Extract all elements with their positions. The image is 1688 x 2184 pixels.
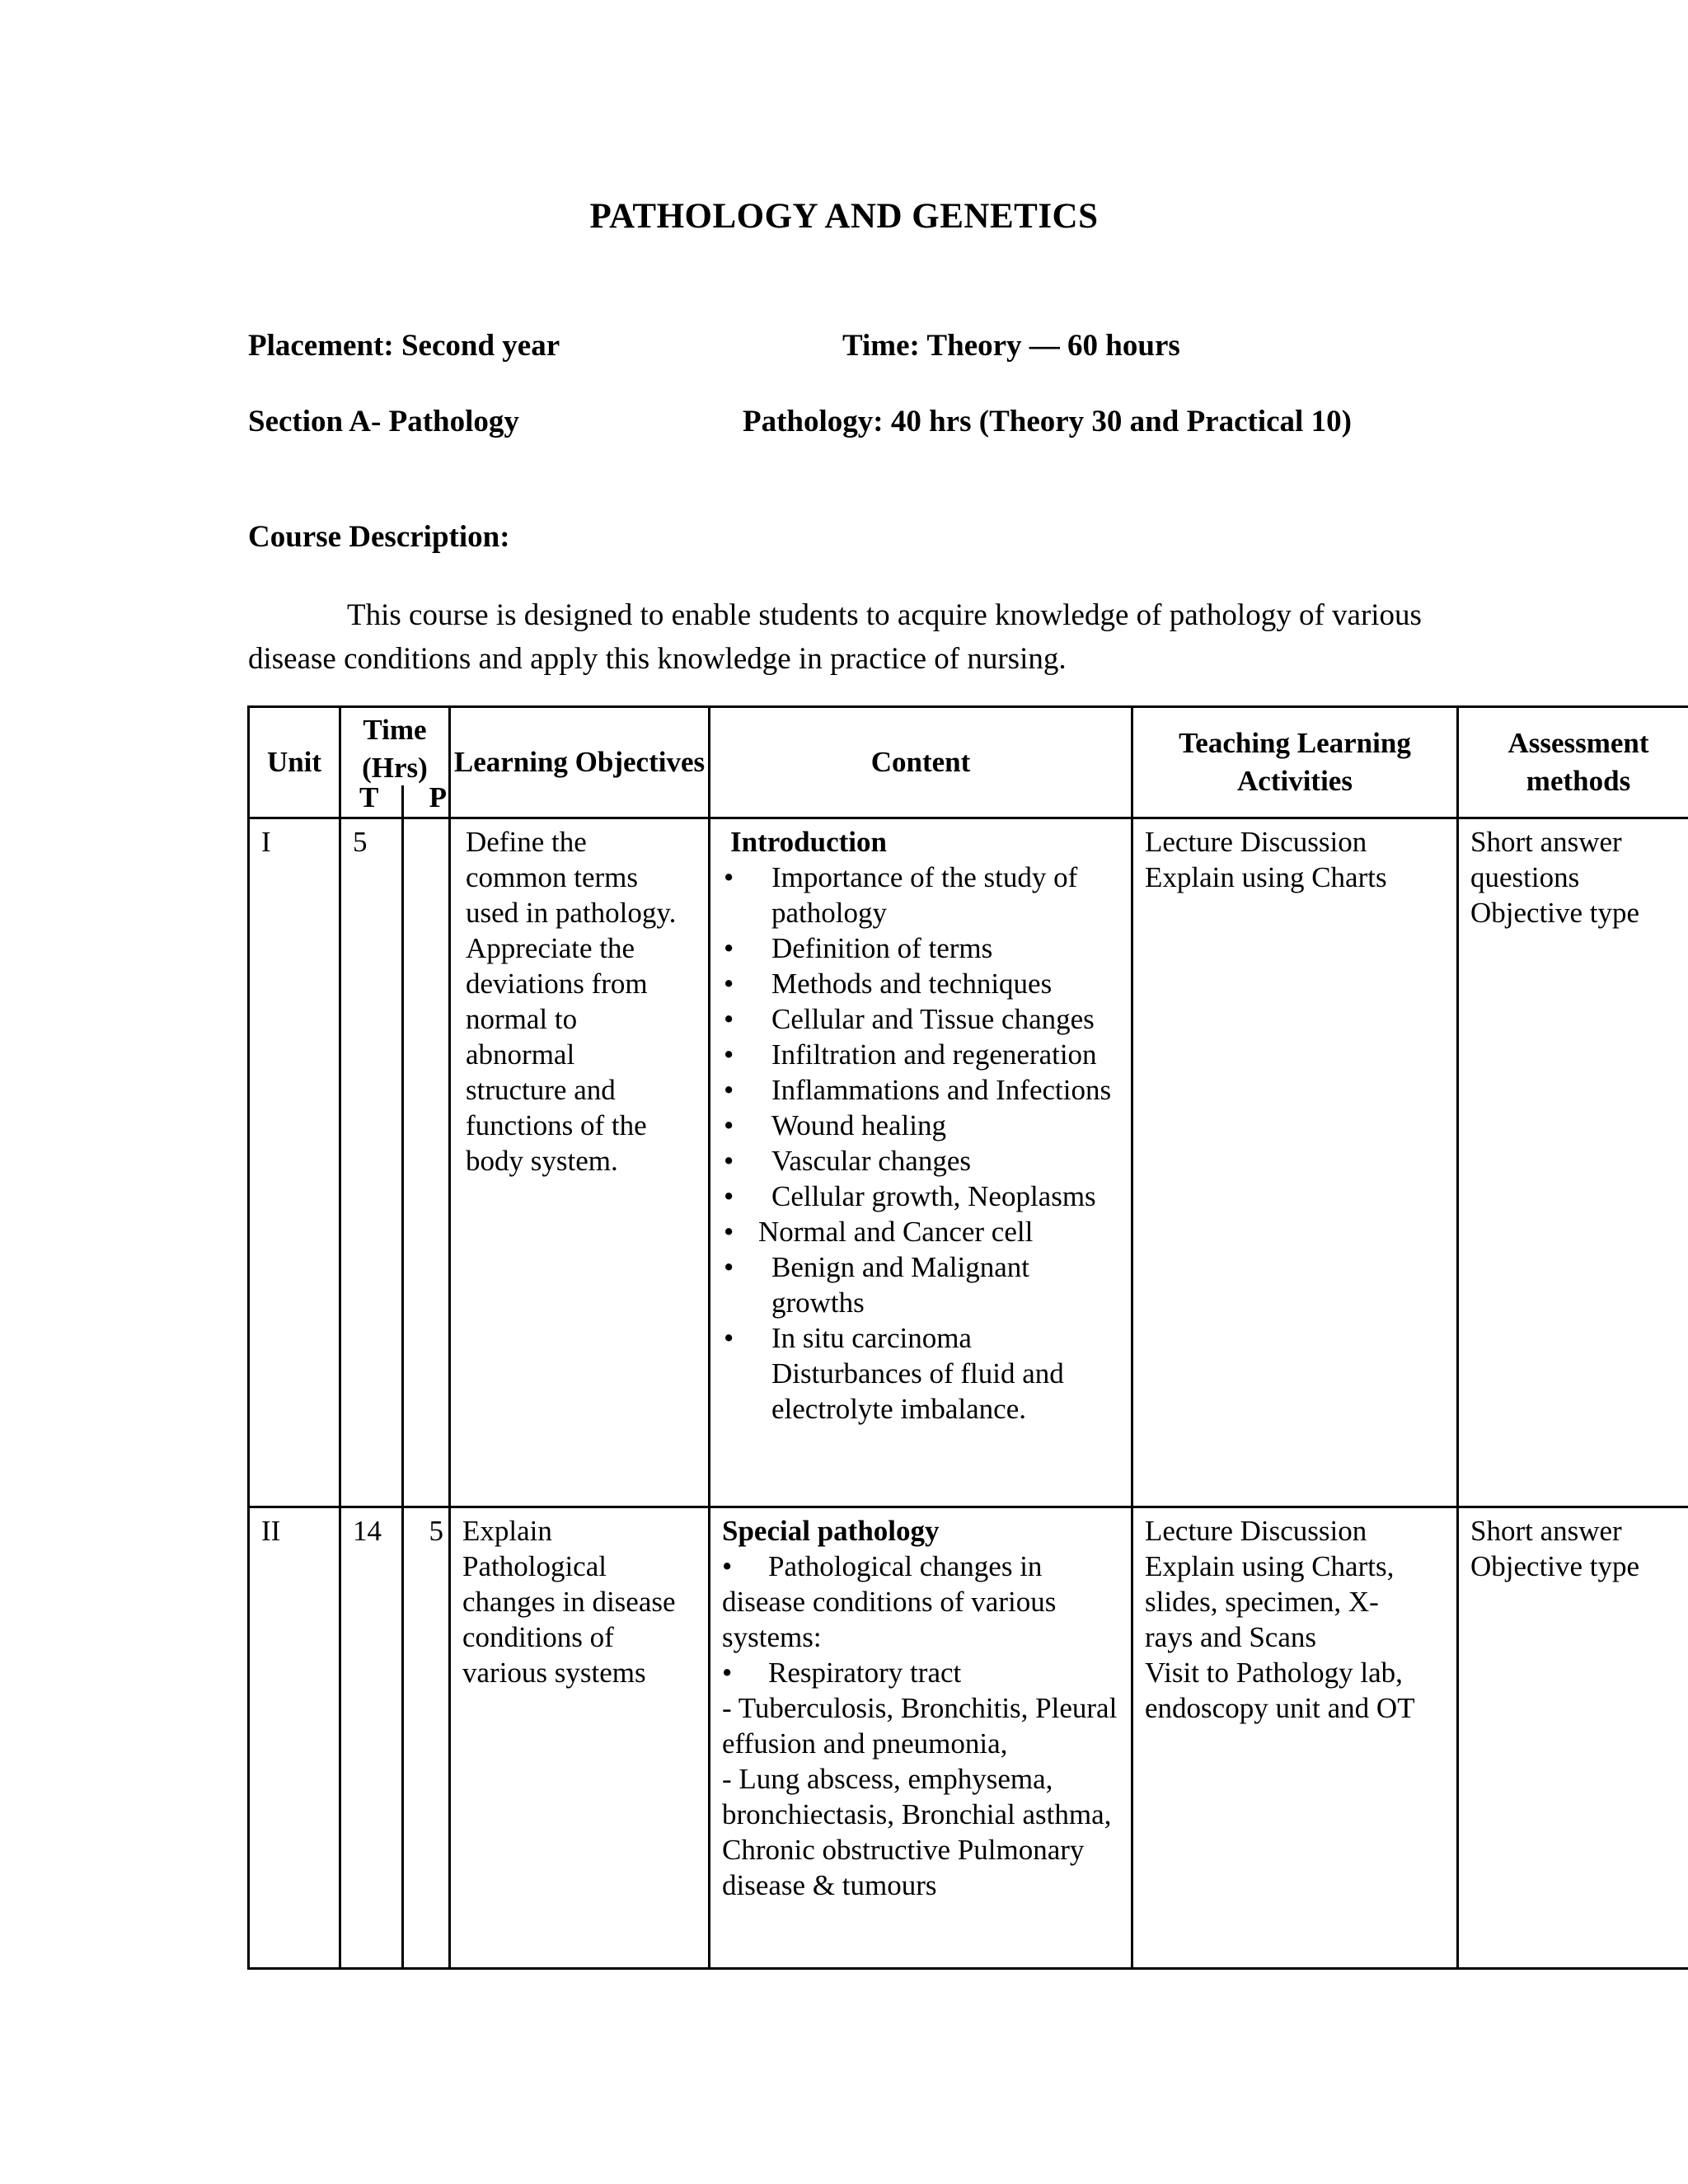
bullet-icon: • <box>722 1657 733 1689</box>
list-item: • Cellular growth, Neoplasms <box>722 1179 1124 1214</box>
content-line: - Lung abscess, emphysema, bronchiectasis, Bronchial asthma, Chronic obstructive Pulmonary disease & tumours <box>722 1763 1112 1901</box>
header-unit: Unit <box>249 707 340 818</box>
objective-line: Define the <box>466 826 587 858</box>
objective-line: structure and <box>466 1074 616 1106</box>
theory-hours: 5 <box>353 826 368 858</box>
list-item: • Normal and Cancer cell <box>722 1214 1124 1249</box>
table-row <box>249 1507 1688 1969</box>
unit-cell: II <box>249 1507 340 1969</box>
time-cell <box>340 1507 450 1969</box>
objective-line: functions of the <box>466 1109 647 1141</box>
assessment-line: Short answer <box>1470 826 1622 858</box>
list-item: • Inflammations and Infections <box>722 1072 1124 1108</box>
practical-hours: 5 <box>429 1515 443 1547</box>
objective-line: normal to <box>466 1003 578 1035</box>
course-description-heading: Course Description: <box>248 520 510 554</box>
objectives-cell <box>450 1507 710 1969</box>
content-cell <box>710 818 1132 1507</box>
content-subitem <box>722 1655 1124 1690</box>
objective-line: body system. <box>466 1145 618 1177</box>
course-description-text: This course is designed to enable students to acquire knowledge of pathology of various disease conditions and apply this knowledge in practice of nursing. <box>248 598 1422 676</box>
placement: Placement: Second year <box>248 329 560 363</box>
objective-line: conditions of <box>462 1621 614 1653</box>
table-row <box>249 818 1688 1507</box>
list-item: • Infiltration and regeneration <box>722 1037 1124 1072</box>
activity-line: Visit to Pathology lab, <box>1145 1657 1403 1689</box>
header-p: P <box>429 781 447 813</box>
list-item: • Cellular and Tissue changes <box>722 1001 1124 1037</box>
header-content: Content <box>710 707 1132 818</box>
section-name: Section A- Pathology <box>248 405 519 438</box>
objective-line: Pathological <box>462 1550 607 1582</box>
activity-line: slides, specimen, X- <box>1145 1586 1379 1618</box>
header-time-label: Time <box>363 714 427 746</box>
assessment-line: Short answer <box>1470 1515 1622 1547</box>
objective-line: various systems <box>462 1657 646 1689</box>
list-item: • In situ carcinoma Disturbances of fluid and electrolyte imbalance. <box>722 1320 1124 1427</box>
activity-line: endoscopy unit and OT <box>1145 1692 1415 1724</box>
course-description <box>248 593 1451 681</box>
list-item: • Importance of the study of pathology <box>722 860 1124 930</box>
activities-cell <box>1132 818 1458 1507</box>
content-cell <box>710 1507 1132 1969</box>
activity-line: rays and Scans <box>1145 1621 1317 1653</box>
list-item: • Definition of terms <box>722 930 1124 966</box>
assessment-line: Objective type <box>1470 897 1640 929</box>
activity-line: Explain using Charts <box>1145 861 1387 893</box>
time-cell <box>340 818 450 1507</box>
content-intro <box>722 1549 1124 1655</box>
objective-line: common terms <box>466 861 638 893</box>
objective-line: abnormal <box>466 1038 575 1071</box>
header-time <box>340 707 450 818</box>
activity-line: Lecture Discussion <box>1145 826 1367 858</box>
header-assessment: Assessment methods <box>1458 707 1688 818</box>
objective-line: Appreciate the <box>466 932 635 964</box>
pathology-hours: Pathology: 40 hrs (Theory 30 and Practical 10) <box>743 405 1352 438</box>
objective-line: used in pathology. <box>466 897 677 929</box>
assessment-line: questions <box>1470 861 1580 893</box>
header-hrs-label: (Hrs) <box>362 752 428 784</box>
assessment-cell <box>1458 1507 1688 1969</box>
content-heading: Introduction <box>730 826 887 858</box>
header-objectives: Learning Objectives <box>450 707 710 818</box>
list-item: • Vascular changes <box>722 1143 1124 1179</box>
syllabus-table <box>247 705 1688 1970</box>
objective-line: Explain <box>462 1515 552 1547</box>
unit-cell: I <box>249 818 340 1507</box>
objectives-cell <box>450 818 710 1507</box>
content-list <box>722 860 1124 1427</box>
theory-hours: 14 <box>353 1515 382 1547</box>
time-theory: Time: Theory — 60 hours <box>842 329 1180 363</box>
objective-line: changes in disease <box>462 1586 676 1618</box>
bullet-icon: • <box>722 1550 733 1582</box>
time-column-divider <box>401 1508 404 1967</box>
content-line: - Tuberculosis, Bronchitis, Pleural effusion and pneumonia, <box>722 1692 1118 1760</box>
time-column-divider <box>401 785 404 817</box>
table-header-row <box>249 707 1688 818</box>
list-item: • Wound healing <box>722 1108 1124 1143</box>
content-heading: Special pathology <box>722 1515 940 1547</box>
activity-line: Lecture Discussion <box>1145 1515 1367 1547</box>
list-item: • Methods and techniques <box>722 966 1124 1001</box>
header-activities: Teaching Learning Activities <box>1132 707 1458 818</box>
activities-cell <box>1132 1507 1458 1969</box>
time-column-divider <box>401 819 404 1506</box>
assessment-line: Objective type <box>1470 1550 1640 1582</box>
list-item: Pathological changes in disease conditions of various systems: <box>722 1550 1057 1653</box>
objective-line: deviations from <box>466 968 648 1000</box>
activity-line: Explain using Charts, <box>1145 1550 1395 1582</box>
header-t: T <box>359 781 379 813</box>
assessment-cell <box>1458 818 1688 1507</box>
document-title: PATHOLOGY AND GENETICS <box>589 197 1099 236</box>
list-item: • Benign and Malignant growths <box>722 1249 1124 1320</box>
list-item: Respiratory tract <box>768 1657 962 1689</box>
